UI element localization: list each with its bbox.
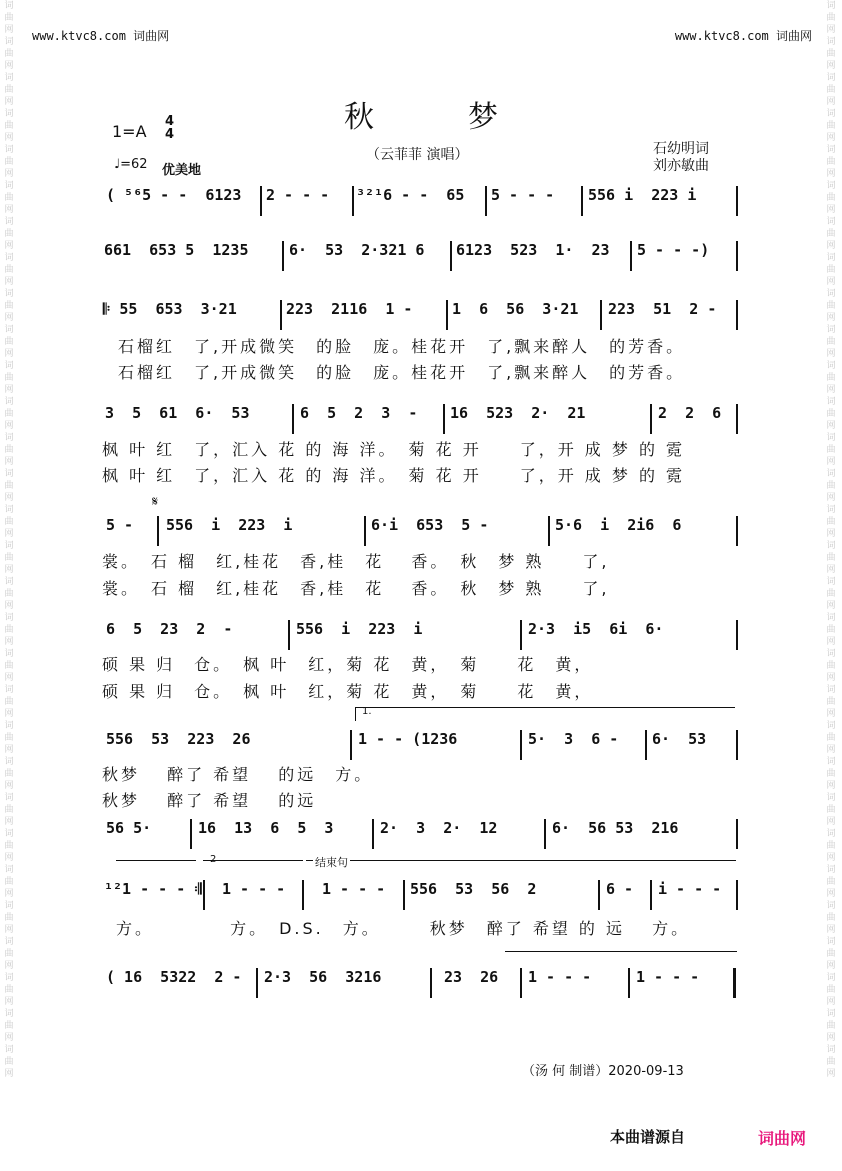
measure: 5 - - -: [491, 186, 555, 204]
volta-1-label: 1.: [362, 706, 372, 717]
ending-bracket: [306, 860, 736, 861]
note-line: [0, 241, 842, 271]
barline: [403, 880, 405, 910]
note-line: [0, 880, 842, 910]
measure: 556 53 223 26: [106, 730, 251, 748]
measure: 223 2116 1 -: [286, 300, 413, 318]
source-label: 本曲谱源自: [610, 1128, 686, 1146]
barline: [600, 300, 602, 330]
measure: 23 26: [444, 968, 499, 986]
barline: [598, 880, 600, 910]
measure: 6· 53: [652, 730, 707, 748]
measure: 1 - - -: [322, 880, 386, 898]
time-top: 4: [165, 114, 175, 129]
barline: [256, 968, 258, 998]
volta-1-end-rule: [116, 860, 196, 861]
source-brand: 词曲网: [758, 1129, 807, 1148]
barline: [485, 186, 487, 216]
volta-2-label: 2: [210, 854, 217, 865]
barline: [450, 241, 452, 271]
measure: 56 5·: [106, 819, 152, 837]
measure: 1 - - -: [636, 968, 700, 986]
measure: 556 i 223 i: [588, 186, 697, 204]
volta-2-bracket: [203, 860, 303, 861]
measure: 556 53 56 2: [410, 880, 537, 898]
composer: 刘亦敏曲: [653, 158, 709, 174]
note-line: [0, 730, 842, 760]
barline: [736, 620, 738, 650]
measure: 6· 53 2·321 6: [289, 241, 425, 259]
barline: [736, 730, 738, 760]
barline: [736, 300, 738, 330]
barline: [520, 730, 522, 760]
note-line: [0, 186, 842, 216]
lyric-line: 秋梦 醉了 希望 的远: [102, 791, 317, 810]
measure: 556 i 223 i: [166, 516, 293, 534]
barline: [288, 620, 290, 650]
barline: [736, 241, 738, 271]
measure: ( ⁵⁶5 - - 6123: [106, 186, 242, 204]
measure: 2·3 i5 6i 6·: [528, 620, 664, 638]
lyric-line: 枫 叶 红 了，汇入 花 的 海 洋。 菊 花 开 了，开 成 梦 的 霓: [102, 466, 686, 485]
key-signature: 1=A: [112, 122, 147, 141]
barline: [352, 186, 354, 216]
lyric-line: 秋梦 醉了 希望 的远 方。: [102, 765, 374, 784]
barline: [350, 730, 352, 760]
barline: [736, 819, 738, 849]
barline: [203, 880, 205, 910]
note-line: [0, 620, 842, 650]
barline: [302, 880, 304, 910]
barline: [520, 968, 522, 998]
barline: [736, 404, 738, 434]
barline: [630, 241, 632, 271]
measure: 16 13 6 5 3: [198, 819, 334, 837]
lyric-line: 裳。 石 榴 红,桂花 香,桂 花 香。 秋 梦 熟 了,: [102, 579, 610, 598]
segno-mark: 𝄋: [152, 494, 159, 510]
barline: [520, 620, 522, 650]
volta-1-hook: [355, 707, 356, 721]
lyric-line: 方。 方。 D.S. 方。 秋梦 醉了 希望 的 远 方。: [116, 919, 691, 938]
barline: [190, 819, 192, 849]
barline: [645, 730, 647, 760]
lyric-line: 裳。 石 榴 红,桂花 香,桂 花 香。 秋 梦 熟 了,: [102, 552, 610, 571]
barline: [548, 516, 550, 546]
note-line: [0, 819, 842, 849]
barline: [581, 186, 583, 216]
measure: 661 653 5 1235: [104, 241, 249, 259]
measure: 6123 523 1· 23: [456, 241, 610, 259]
volta-1-bracket: [355, 707, 735, 708]
barline: [430, 968, 432, 998]
note-line: [0, 516, 842, 546]
tempo-mark: ♩=62: [114, 157, 148, 172]
measure: 6 5 23 2 -: [106, 620, 233, 638]
lyric-line: 石榴红 了,开成微笑 的脸 庞。桂花开 了,飘来醉人 的芳香。: [118, 337, 686, 356]
measure: 2· 3 2· 12: [380, 819, 498, 837]
note-line: [0, 404, 842, 434]
watermark-left: 词曲网词曲网词曲网词曲网词曲网词曲网词曲网词曲网词曲网词曲网词曲网词曲网词曲网词曲网词曲网词曲网词曲网词曲网词曲网词曲网词曲网词曲网词曲网词曲网词曲网词曲网词曲网词曲网词曲网词曲网: [4, 1, 14, 1079]
fermata-bracket: [505, 951, 737, 952]
barline: [157, 516, 159, 546]
measure: 1 - - -: [222, 880, 286, 898]
barline: [736, 516, 738, 546]
note-line: [0, 968, 842, 998]
site-watermark-left: www.ktvc8.com 词曲网: [32, 29, 170, 43]
time-bottom: 4: [165, 127, 175, 142]
measure: 556 i 223 i: [296, 620, 423, 638]
expression-mark: 优美地: [162, 163, 202, 178]
barline: [292, 404, 294, 434]
measure: 1 6 56 3·21: [452, 300, 579, 318]
barline: [364, 516, 366, 546]
measure: ³²¹6 - - 65: [356, 186, 465, 204]
barline: [282, 241, 284, 271]
lyric-line: 硕 果 归 仓。 枫 叶 红，菊 花 黄， 菊 花 黄，: [102, 682, 594, 701]
measure: 5· 3 6 -: [528, 730, 619, 748]
lyricist: 石幼明词: [653, 141, 709, 157]
barline: [446, 300, 448, 330]
barline: [736, 880, 738, 910]
measure: i - - -: [658, 880, 722, 898]
watermark-right: 词曲网词曲网词曲网词曲网词曲网词曲网词曲网词曲网词曲网词曲网词曲网词曲网词曲网词曲网词曲网词曲网词曲网词曲网词曲网词曲网词曲网词曲网词曲网词曲网词曲网词曲网词曲网词曲网词曲网词曲网: [826, 1, 836, 1079]
note-line: [0, 300, 842, 330]
barline: [443, 404, 445, 434]
site-watermark-right: www.ktvc8.com 词曲网: [674, 29, 812, 43]
measure: 2 2 6: [658, 404, 722, 422]
measure: ( 16 5322 2 -: [106, 968, 242, 986]
measure: 2·3 56 3216: [264, 968, 382, 986]
measure: 1 - - -: [528, 968, 592, 986]
barline: [372, 819, 374, 849]
measure: ¹²1 - - - 𝄇: [104, 880, 202, 898]
measure: 6 -: [606, 880, 634, 898]
measure: 𝄆 55 653 3·21: [103, 300, 237, 318]
lyric-line: 枫 叶 红 了，汇入 花 的 海 洋。 菊 花 开 了，开 成 梦 的 霓: [102, 440, 686, 459]
final-barline: [733, 968, 736, 998]
transcription-credit: （汤 何 制谱）2020-09-13: [522, 1064, 684, 1079]
lyric-line: 石榴红 了,开成微笑 的脸 庞。桂花开 了,飘来醉人 的芳香。: [118, 363, 686, 382]
measure: 5 - - -): [637, 241, 710, 259]
barline: [280, 300, 282, 330]
measure: 5 -: [106, 516, 134, 534]
measure: 6·i 653 5 -: [371, 516, 489, 534]
measure: 16 523 2· 21: [450, 404, 586, 422]
measure: 5·6 i 2i6 6: [555, 516, 682, 534]
performer: （云菲菲 演唱）: [366, 147, 469, 163]
time-signature: [165, 115, 174, 141]
measure: 3 5 61 6· 53: [105, 404, 250, 422]
ending-label: 结束句: [315, 856, 348, 869]
barline: [628, 968, 630, 998]
lyric-line: 硕 果 归 仓。 枫 叶 红，菊 花 黄， 菊 花 黄，: [102, 655, 594, 674]
measure: 6 5 2 3 -: [300, 404, 418, 422]
measure: 223 51 2 -: [608, 300, 717, 318]
barline: [544, 819, 546, 849]
song-title: 秋梦: [344, 100, 592, 135]
measure: 2 - - -: [266, 186, 330, 204]
measure: 6· 56 53 216: [552, 819, 679, 837]
barline: [736, 186, 738, 216]
measure: 1 - - (1236: [358, 730, 458, 748]
barline: [650, 880, 652, 910]
barline: [260, 186, 262, 216]
barline: [650, 404, 652, 434]
